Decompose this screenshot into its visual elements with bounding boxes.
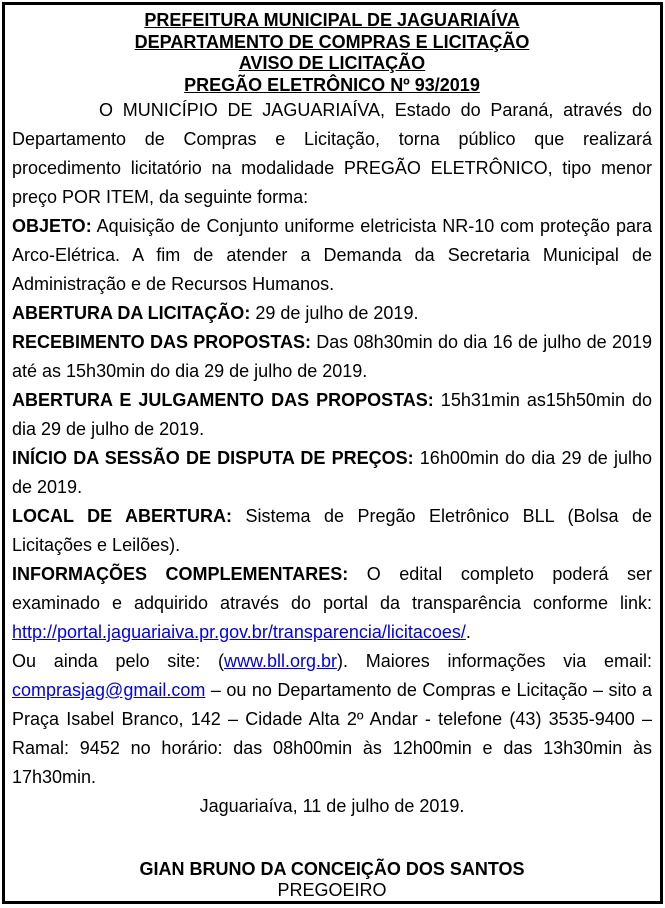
paragraph-inicio-sessao <box>12 444 652 502</box>
recebimento-propostas-label: RECEBIMENTO DAS PROPOSTAS: <box>12 332 311 352</box>
header-line-departamento: DEPARTAMENTO DE COMPRAS E LICITAÇÃO <box>134 31 530 52</box>
julgamento-propostas-text: 15h31min as15h50min do dia 29 de julho de 2019. <box>12 390 652 439</box>
transparencia-portal-link[interactable]: http://portal.jaguariaiva.pr.gov.br/transparencia/licitacoes/ <box>12 622 466 642</box>
abertura-licitacao-label: ABERTURA DA LICITAÇÃO: <box>12 303 251 323</box>
bll-site-link[interactable]: www.bll.org.br <box>223 651 338 671</box>
informacoes-complementares-label: INFORMAÇÕES COMPLEMENTARES: <box>12 564 349 584</box>
inicio-sessao-text: 16h00min do dia 29 de julho de 2019. <box>12 448 652 497</box>
email-link[interactable]: comprasjag@gmail.com <box>12 680 206 700</box>
julgamento-propostas-label: ABERTURA E JULGAMENTO DAS PROPOSTAS: <box>12 390 434 410</box>
objeto-text: Aquisição de Conjunto uniforme eletricista NR-10 com proteção para Arco-Elétrica. A fim de atender a Demanda da Secretaria Municipal de Administração e de Recursos Humanos. <box>12 216 652 294</box>
document-body <box>12 96 652 901</box>
signature-role: PREGOEIRO <box>277 880 387 900</box>
paragraph-local-abertura <box>12 502 652 560</box>
paragraph-julgamento-propostas <box>12 386 652 444</box>
paragraph-abertura-licitacao <box>12 299 652 328</box>
paragraph-contato <box>12 647 652 792</box>
date-line: Jaguariaíva, 11 de julho de 2019. <box>199 796 465 816</box>
abertura-licitacao-text: 29 de julho de 2019. <box>250 303 419 323</box>
document-page <box>2 2 663 904</box>
inicio-sessao-label: INÍCIO DA SESSÃO DE DISPUTA DE PREÇOS: <box>12 448 414 468</box>
signature-block <box>12 859 652 901</box>
header-line-aviso: AVISO DE LICITAÇÃO <box>238 53 426 73</box>
paragraph-informacoes-complementares <box>12 560 652 647</box>
signature-name: GIAN BRUNO DA CONCEIÇÃO DOS SANTOS <box>139 859 525 879</box>
paragraph-objeto <box>12 212 652 299</box>
header-line-pregao: PREGÃO ELETRÔNICO Nº 93/2019 <box>184 74 480 95</box>
informacoes-complementares-text: O edital completo poderá ser examinado e adquirido através do portal da transparência conforme link: <box>12 564 652 613</box>
document-header <box>12 8 652 96</box>
paragraph-recebimento-propostas <box>12 328 652 386</box>
intro-paragraph: O MUNICÍPIO DE JAGUARIAÍVA, Estado do Paraná, através do Departamento de Compras e Licitação, torna público que realizará procedimento licitatório na modalidade PREGÃO ELETRÔNICO, tipo menor preço POR ITEM, da seguinte forma: <box>12 100 652 207</box>
header-line-prefeitura: PREFEITURA MUNICIPAL DE JAGUARIAÍVA <box>144 10 520 30</box>
contato-text-2: ). Maiores informações via email: <box>337 651 652 671</box>
local-abertura-text: Sistema de Pregão Eletrônico BLL (Bolsa de Licitações e Leilões). <box>12 506 652 555</box>
contato-text-1: Ou ainda pelo site: ( <box>12 651 224 671</box>
recebimento-propostas-text: Das 08h30min do dia 16 de julho de 2019 até as 15h30min do dia 29 de julho de 2019. <box>12 332 652 381</box>
objeto-label: OBJETO: <box>12 216 92 236</box>
contato-text-3: – ou no Departamento de Compras e Licitação – sito a Praça Isabel Branco, 142 – Cidade Alta 2º Andar - telefone (43) 3535-9400 – Ramal: 9452 no horário: das 08h00min às 12h00min e das 13h30min às 17h30min. <box>12 680 652 787</box>
informacoes-complementares-period: . <box>465 622 471 642</box>
local-abertura-label: LOCAL DE ABERTURA: <box>12 506 232 526</box>
